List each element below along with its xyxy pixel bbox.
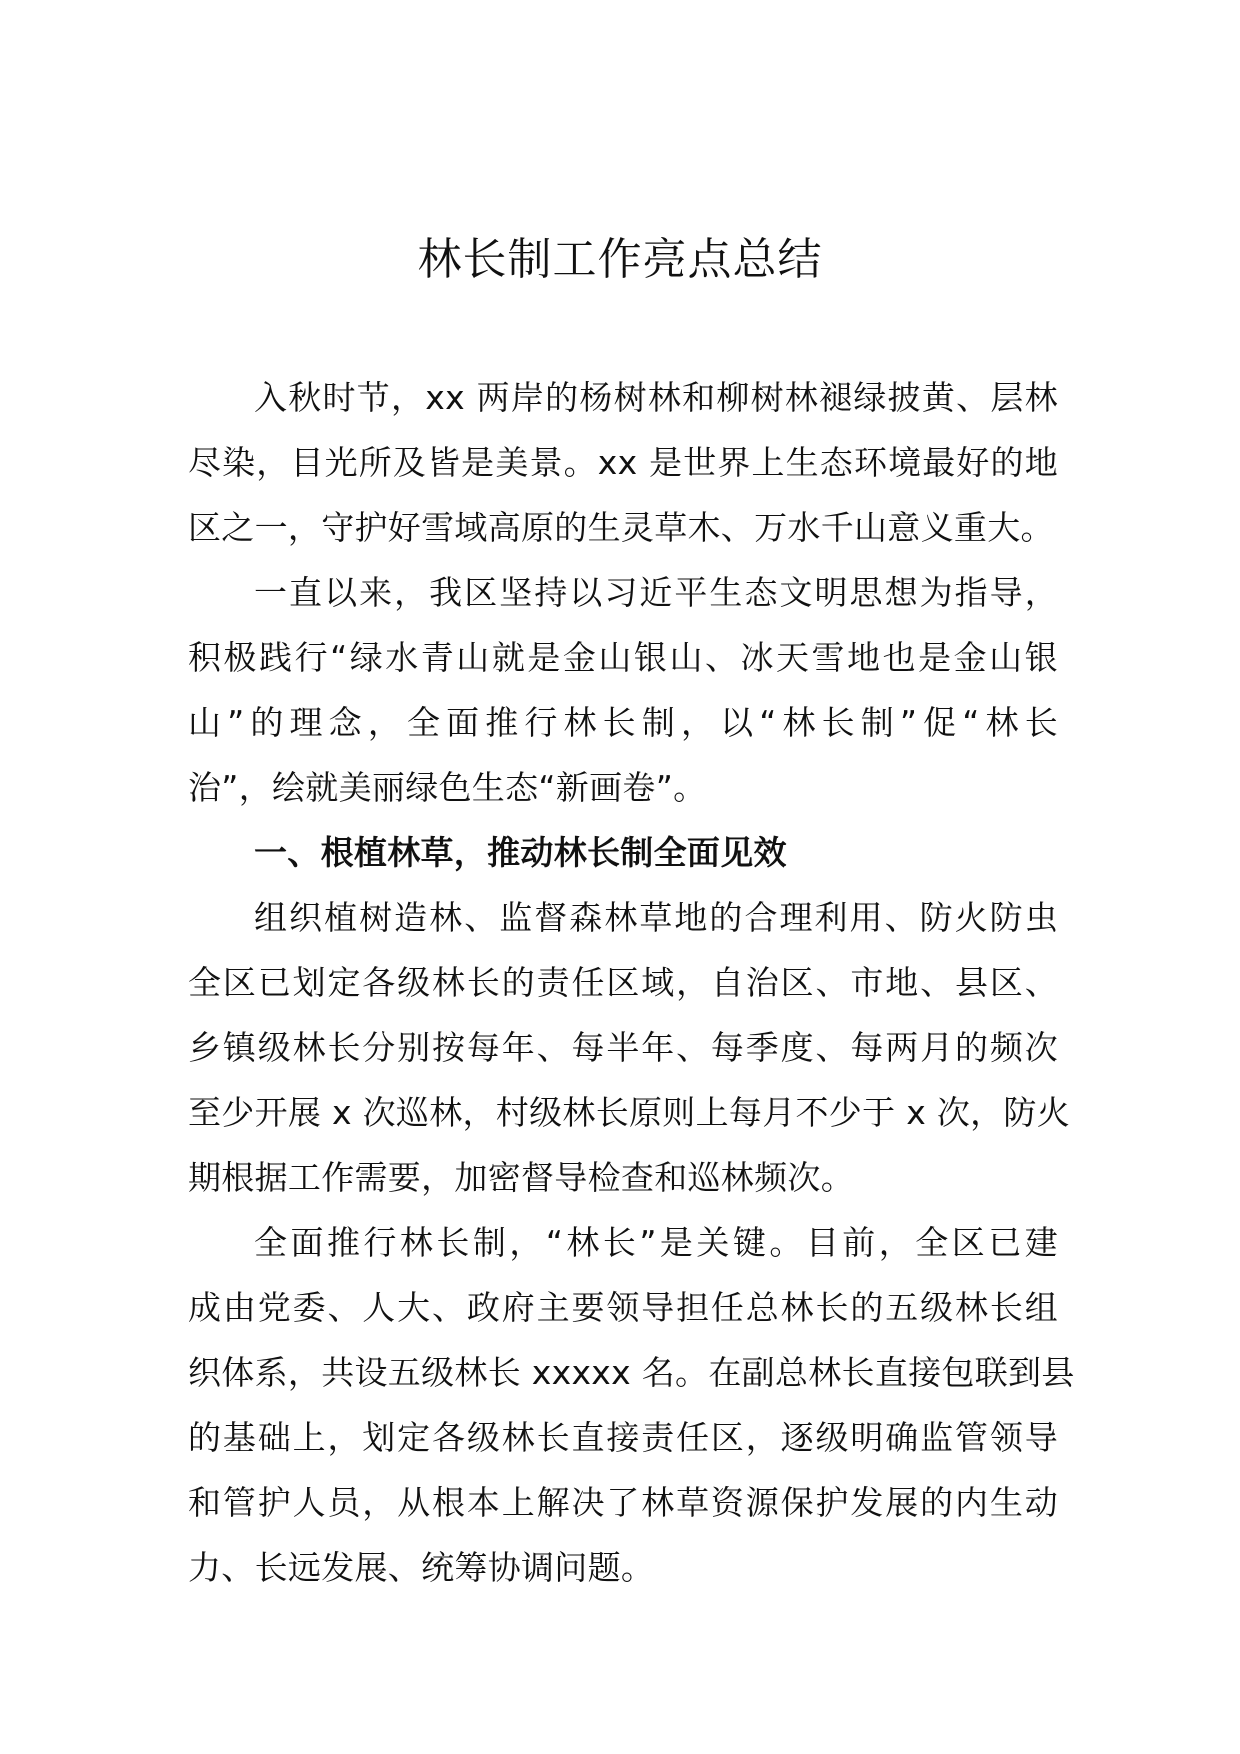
paragraph-line: 积极践行“绿水青山就是金山银山、冰天雪地也是金山银 — [188, 638, 1058, 677]
paragraph-line: 至少开展 x 次巡林，村级林长原则上每月不少于 x 次，防火 — [188, 1093, 1071, 1132]
paragraph-line: 的基础上，划定各级林长直接责任区，逐级明确监管领导 — [188, 1418, 1058, 1457]
paragraph-line: 入秋时节，xx 两岸的杨树林和柳树林褪绿披黄、层林 — [254, 378, 1058, 417]
paragraph-line: 织体系，共设五级林长 xxxxx 名。在副总林长直接包联到县 — [188, 1353, 1075, 1392]
paragraph-line: 力、长远发展、统筹协调问题。 — [188, 1548, 655, 1587]
paragraph-line: 期根据工作需要，加密督导检查和巡林频次。 — [188, 1158, 854, 1197]
paragraph-line: 一直以来，我区坚持以习近平生态文明思想为指导， — [254, 573, 1058, 612]
section-heading-text: 一、根植林草，推动林长制全面见效 — [254, 833, 787, 872]
paragraph-line: 区之一，守护好雪域高原的生灵草木、万水千山意义重大。 — [188, 508, 1054, 547]
paragraph-background — [188, 560, 1058, 820]
document-title: 林长制工作亮点总结 — [417, 234, 823, 285]
paragraph-line: 和管护人员，从根本上解决了林草资源保护发展的内生动 — [188, 1483, 1058, 1522]
document-body — [188, 365, 1075, 1600]
paragraph-line: 成由党委、人大、政府主要领导担任总林长的五级林长组 — [188, 1288, 1058, 1327]
paragraph-organization — [188, 1210, 1075, 1600]
paragraph-line: 山”的理念，全面推行林长制，以“林长制”促“林长 — [188, 703, 1058, 742]
paragraph-line: 乡镇级林长分别按每年、每半年、每季度、每两月的频次 — [188, 1028, 1058, 1067]
paragraph-line: 治”，绘就美丽绿色生态“新画卷”。 — [188, 768, 707, 807]
paragraph-line: 尽染，目光所及皆是美景。xx 是世界上生态环境最好的地 — [188, 443, 1058, 482]
paragraph-patrol — [188, 885, 1071, 1210]
paragraph-line: 全面推行林长制，“林长”是关键。目前，全区已建 — [254, 1223, 1058, 1262]
paragraph-intro — [188, 365, 1058, 560]
section-heading — [188, 820, 1058, 885]
paragraph-line: 全区已划定各级林长的责任区域，自治区、市地、县区、 — [188, 963, 1058, 1002]
paragraph-line: 组织植树造林、监督森林草地的合理利用、防火防虫 — [254, 898, 1058, 937]
